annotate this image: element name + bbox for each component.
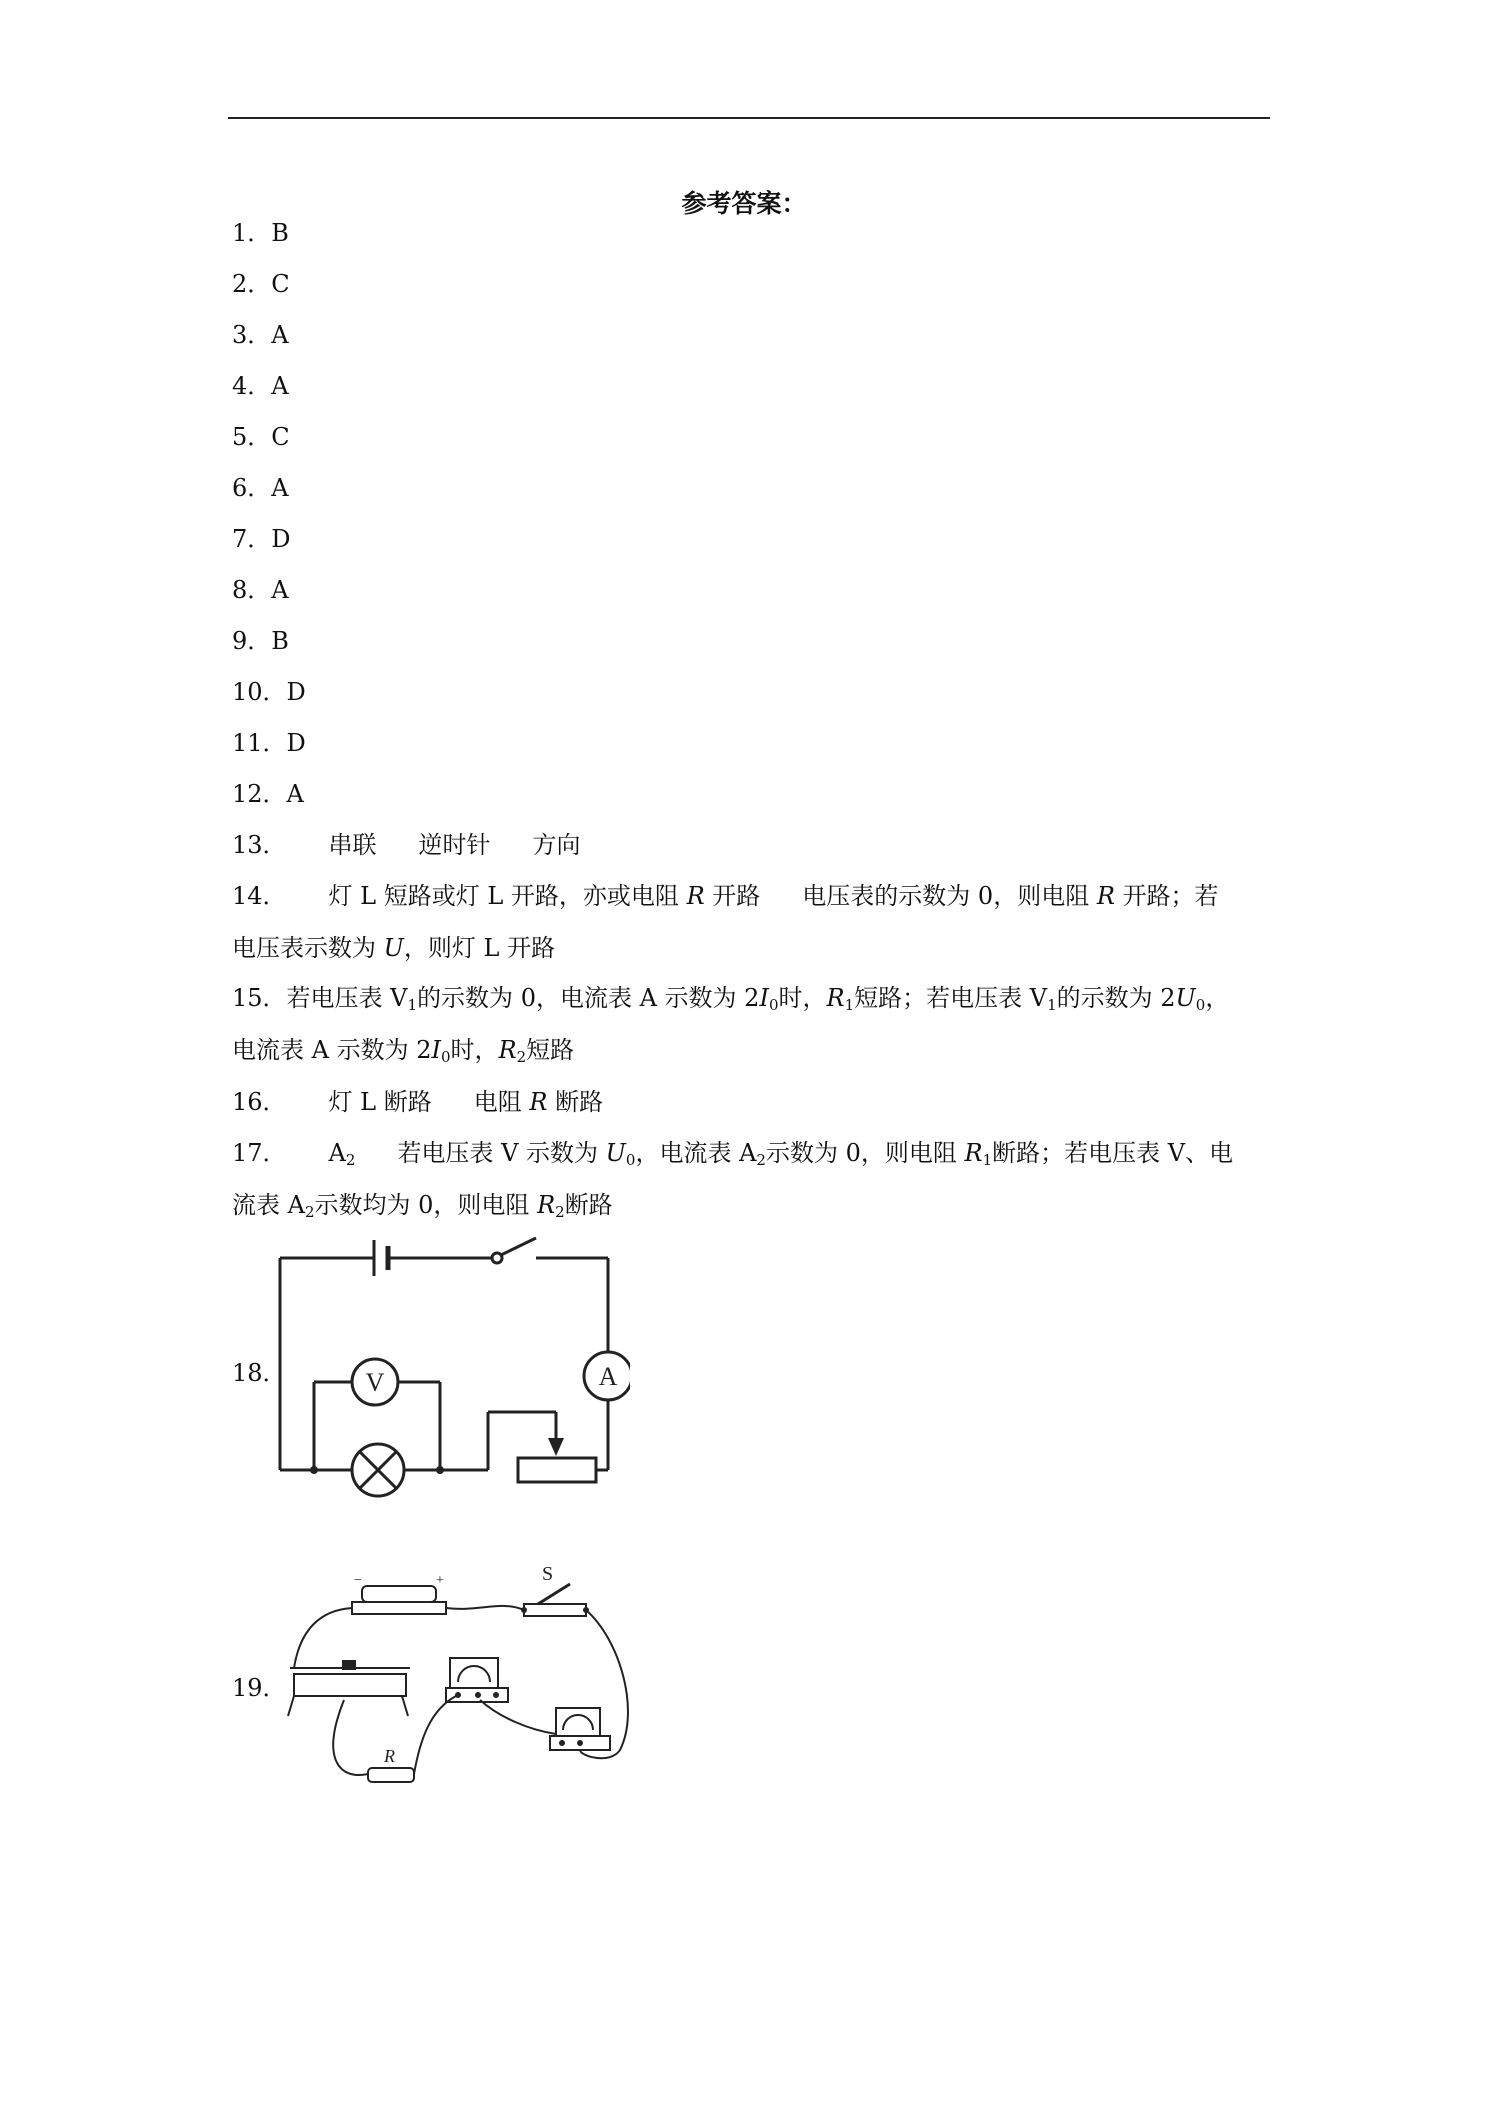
variable-r: R [537,1191,556,1219]
answer-value: C [271,423,290,451]
answer-number: 16． [232,1088,287,1116]
answer-text: 开路；若 [1122,882,1219,910]
battery-minus-label: − [354,1573,362,1588]
answer-value: A [271,321,289,349]
answer-number: 9． [232,627,272,655]
ammeter-label: A [598,1362,618,1391]
terminal-dot [493,1692,499,1698]
resistor-label: R [384,1746,395,1766]
answer-item [232,524,291,554]
answer-number: 12． [232,780,287,808]
blank-text: 串联 [328,831,377,859]
answer-item [232,728,306,758]
answer-text: 的示数为 2 [1056,984,1176,1012]
terminal-dot [577,1740,583,1746]
meter-face [556,1708,600,1736]
voltmeter-label: V [365,1368,385,1397]
answer-number: 10． [232,678,287,706]
meter-scale [458,1666,490,1682]
variable-u: U [605,1139,626,1167]
answer-item [232,422,290,452]
answer-value: D [286,729,306,757]
terminal-dot [475,1692,481,1698]
answer-item [232,473,289,503]
variable-r: R [964,1139,983,1167]
battery-base [352,1602,446,1614]
answer-13 [232,830,581,860]
meter-scale [563,1715,593,1730]
subscript: 1 [407,996,418,1014]
answer-19-number: 19． [232,1674,287,1702]
junction-dot [310,1466,318,1474]
answer-text: 示数为 0，则电阻 [765,1139,957,1167]
answer-text: ，电流表 A [635,1139,757,1167]
blank-text: 电阻 [473,1088,522,1116]
answer-item [232,779,304,809]
answer-item [232,320,289,350]
answer-14 [232,870,1272,974]
answer-text: 若电压表 V 示数为 [397,1139,599,1167]
answer-text: 开路 [712,882,761,910]
answer-text: ， [1205,984,1230,1012]
answer-text: 流表 A [232,1191,305,1219]
answer-value: B [271,219,289,247]
answer-item [232,269,290,299]
answer-number: 4． [232,372,272,400]
answer-number: 2． [232,270,272,298]
variable-u: U [1175,984,1196,1012]
variable-u: U [383,934,404,962]
answer-text: 电压表示数为 [232,934,376,962]
subscript: 2 [516,1048,527,1066]
answer-text: 的示数为 0，电流表 A 示数为 2 [417,984,760,1012]
page-title: 参考答案： [681,189,807,218]
variable-i: I [759,984,769,1012]
answer-number: 17． [232,1139,287,1167]
variable-r: R [498,1036,517,1064]
switch-blade [501,1238,536,1255]
battery-plus-label: + [436,1573,444,1588]
subscript: 0 [440,1048,451,1066]
answer-value: C [271,270,290,298]
subscript: 2 [756,1151,766,1169]
answer-number: 14． [232,882,287,910]
rheostat-slider [342,1660,356,1670]
answer-text: ，则灯 L 开路 [403,934,556,962]
blank-text: A [328,1139,346,1167]
blank-text: 断路 [555,1088,604,1116]
subscript: 1 [982,1151,993,1169]
rheostat-coil [294,1674,406,1696]
terminal-dot [521,1607,527,1613]
answer-item [232,218,289,248]
variable-i: I [431,1036,441,1064]
terminal-dot [559,1740,565,1746]
answer-text: 示数均为 0，则电阻 [314,1191,530,1219]
answer-text: 短路；若电压表 V [854,984,1048,1012]
wire [294,1608,352,1668]
switch-lever [538,1584,570,1604]
answer-item [232,677,306,707]
subscript: 2 [555,1203,565,1221]
answer-number: 15． [232,984,287,1012]
meter-face [450,1658,498,1688]
resistor-body [368,1768,414,1782]
answer-text: 灯 L 短路或灯 L 开路，亦或电阻 [328,882,679,910]
wire [480,1700,556,1734]
rheostat-body [518,1458,596,1482]
blank-text: 方向 [532,831,581,859]
subscript: 2 [345,1151,356,1169]
subscript: 0 [1195,996,1206,1014]
wire [446,1606,524,1610]
battery-cell [362,1586,436,1602]
answer-value: A [286,780,304,808]
answer-16 [232,1087,603,1117]
answer-number: 6． [232,474,272,502]
answer-text: 电压表的示数为 0，则电阻 [802,882,1090,910]
header-rule [228,117,1270,119]
answer-text: 电流表 A 示数为 2 [232,1036,432,1064]
switch-pivot [492,1253,502,1263]
variable-r: R [1096,882,1115,910]
junction-dot [436,1466,444,1474]
answer-text: 若电压表 V [286,984,408,1012]
subscript: 1 [1047,996,1057,1014]
answer-15 [232,972,1272,1076]
variable-r: R [686,882,705,910]
terminal-dot [583,1607,589,1613]
wiring-illustration [280,1560,640,1810]
rheostat-leg [402,1696,408,1716]
answer-value: A [271,372,289,400]
answer-number: 13． [232,831,287,859]
answer-text: 时， [778,984,827,1012]
blank-text: 逆时针 [418,831,491,859]
answer-text: 时， [450,1036,499,1064]
answer-number: 11． [232,729,287,757]
answer-17 [232,1127,1272,1231]
answer-item [232,575,289,605]
variable-r: R [529,1088,548,1116]
terminal-dot [455,1692,461,1698]
answer-text: 断路 [564,1191,613,1219]
circuit-diagram [270,1232,630,1502]
answer-value: A [271,576,289,604]
answer-number: 5． [232,423,272,451]
answer-item [232,626,289,656]
answer-text: 断路；若电压表 V、电 [992,1139,1234,1167]
wire [333,1700,368,1775]
answer-number: 3． [232,321,272,349]
rheostat-leg [288,1696,294,1716]
rheostat-arrow [548,1438,564,1456]
answer-number: 7． [232,525,272,553]
answer-number: 1． [232,219,272,247]
switch-label: S [542,1563,554,1585]
subscript: 1 [844,996,855,1014]
subscript: 0 [625,1151,636,1169]
answer-item [232,371,289,401]
answer-value: A [271,474,289,502]
answer-value: D [286,678,306,706]
answer-value: B [271,627,289,655]
answer-number: 8． [232,576,272,604]
subscript: 0 [768,996,779,1014]
answer-18-number: 18． [232,1359,287,1387]
subscript: 2 [304,1203,315,1221]
answer-text: 短路 [526,1036,575,1064]
variable-r: R [826,984,845,1012]
answer-value: D [271,525,291,553]
wire [414,1696,456,1774]
switch-base [524,1604,586,1616]
blank-text: 灯 L 断路 [328,1088,432,1116]
